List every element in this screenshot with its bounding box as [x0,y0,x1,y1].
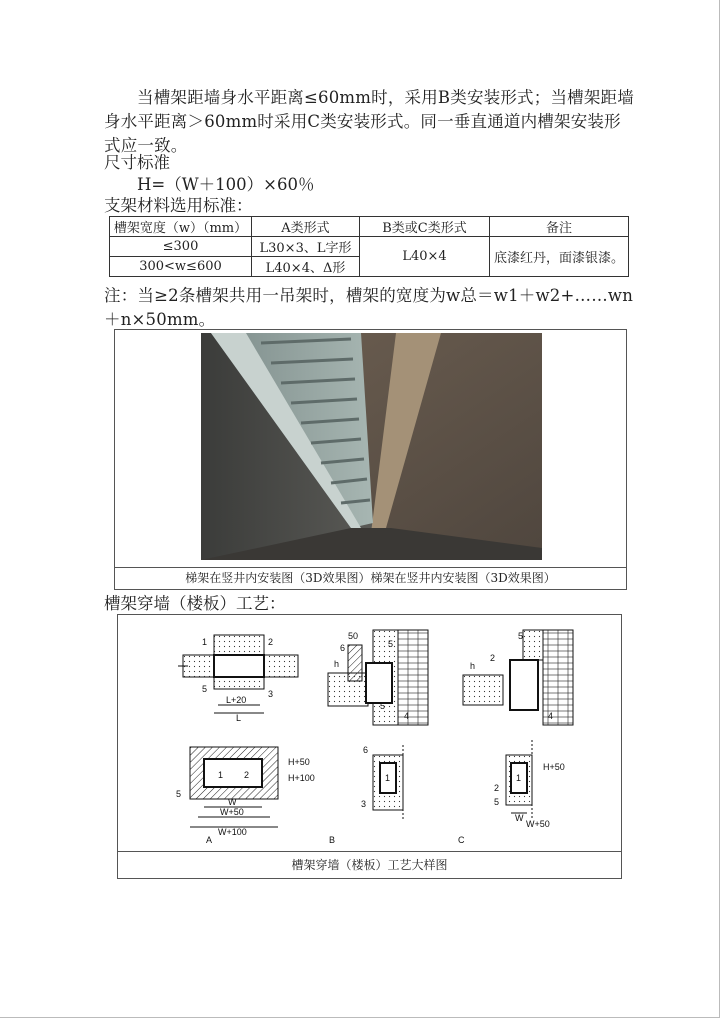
formula: H=（W＋100）×60％ [137,175,315,194]
wall-heading: 槽架穿墙（楼板）工艺： [104,594,286,613]
cell-bc-type: L40×4 [360,237,490,277]
dim-ab-w100: W+100 [218,827,247,837]
header-width: 槽架宽度（w）（mm） [110,217,252,237]
detail-caption: 槽架穿墙（楼板）工艺大样图 [118,851,621,878]
material-table [109,216,629,277]
shaft-photo [201,333,542,560]
label-ab-5: 5 [176,789,182,799]
cell-remark: 底漆红丹，面漆银漆。 [490,237,629,277]
dim-ab-w: W [228,797,237,807]
label-a-3: 3 [268,689,274,699]
cell-a-type: L30×3、L字形 [252,237,360,257]
drawing-c-bot [458,740,565,845]
material-heading: 支架材料选用标准： [104,196,253,215]
drawing-b-top [328,630,428,725]
header-bc-type: B类或C类形式 [360,217,490,237]
cell-width: 300<w≤600 [110,257,252,277]
dim-ab-h50: H+50 [288,757,310,767]
note-paragraph: 注：当≥2条槽架共用一吊架时，槽架的宽度为w总＝w1＋w2+……wn＋n×50mm。 [104,286,634,329]
intro-paragraph: 当槽架距墙身水平距离≤60mm时，采用B类安装形式；当槽架距墙身水平距离＞60mm时采用C类安装形式。同一垂直通道内槽架安装形式应一致。 [104,88,634,155]
drawing-a-top [178,635,298,723]
label-ab-1: 1 [218,770,224,780]
table-row [110,237,629,257]
label-c-h: h [470,661,476,671]
label-b-5: 5 [388,639,394,649]
label-b-4: 4 [404,711,410,721]
label-b-5b: 5 [380,701,386,711]
table-header-row [110,217,629,237]
detail-drawing [118,615,621,851]
dim-ab-w50: W+50 [220,807,244,817]
drawing-a-bot [176,747,315,845]
header-remark: 备注 [490,217,629,237]
label-b-50: 50 [348,631,359,641]
label-cb-2: 2 [494,783,500,793]
label-b-h: h [334,659,340,669]
label-c-2: 2 [490,653,496,663]
dim-a-l: L [236,713,242,723]
cell-width: ≤300 [110,237,252,257]
dim-a-l20: L+20 [226,695,247,705]
label-bb-6: 6 [363,745,369,755]
label-c: C [458,835,465,845]
label-ab-2: 2 [244,770,250,780]
label-cb-5: 5 [494,797,500,807]
drawing-c-top [463,630,573,725]
photo-figure [114,329,627,590]
dim-ab-h100: H+100 [288,773,315,783]
label-b-6: 6 [340,643,346,653]
label-c-5: 5 [518,631,524,641]
label-a-1: 1 [202,637,208,647]
label-a-5: 5 [202,684,208,694]
label-bb-1: 1 [385,773,391,783]
label-b: B [329,835,336,845]
dim-cb-w50: W+50 [526,819,550,829]
label-a-2: 2 [268,637,274,647]
label-c-4: 4 [548,711,554,721]
dim-cb-w: W [515,813,524,823]
dim-cb-h50: H+50 [543,762,565,772]
header-a-type: A类形式 [252,217,360,237]
label-bb-3: 3 [361,799,367,809]
label-a: A [206,835,213,845]
cell-a-type: L40×4、Δ形 [252,257,360,277]
size-heading: 尺寸标准 [104,153,170,172]
drawing-b-bot [329,745,403,845]
label-cb-1: 1 [516,773,522,783]
detail-figure [117,614,622,879]
photo-caption: 梯架在竖井内安装图（3D效果图）梯架在竖井内安装图（3D效果图） [115,567,626,589]
